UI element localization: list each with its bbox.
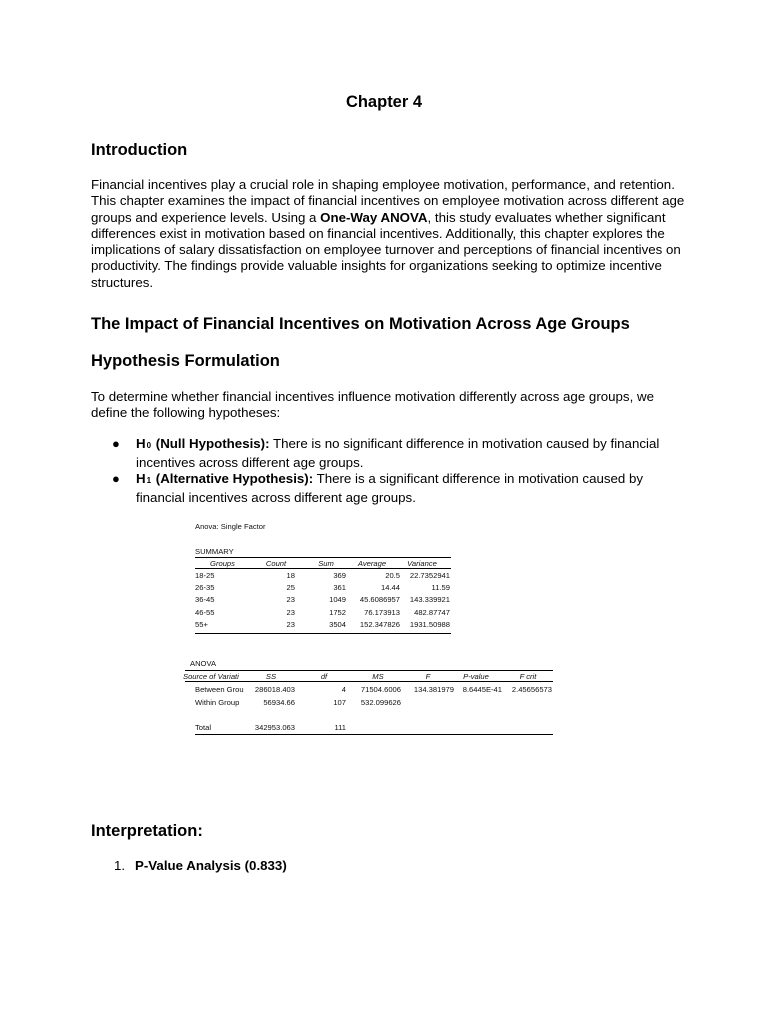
anova-header-f-crit: F crit xyxy=(519,672,537,681)
interpretation-heading: Interpretation: xyxy=(91,822,203,840)
summary-cell: 18 xyxy=(286,571,295,580)
anova-cell: Within Group xyxy=(195,697,240,707)
anova-cell: 286018.403 xyxy=(254,685,295,694)
anova-cell: 134.381979 xyxy=(413,685,454,694)
anova-header-ss: SS xyxy=(265,672,277,681)
introduction-heading: Introduction xyxy=(91,141,188,159)
anova-bottom-rule xyxy=(195,734,553,735)
summary-cell: 20.5 xyxy=(385,571,400,580)
summary-cell: 23 xyxy=(286,607,295,617)
list-item xyxy=(91,858,287,873)
summary-cell: 23 xyxy=(286,619,295,629)
hypothesis-label: (Null Hypothesis): xyxy=(155,436,270,451)
anova-cell: 71504.6006 xyxy=(360,685,401,694)
summary-cell: 482.87747 xyxy=(414,607,450,617)
bullet-dot: ● xyxy=(112,436,120,451)
summary-cell: 1049 xyxy=(329,595,346,605)
chapter-title: Chapter 4 xyxy=(345,93,423,111)
anova-header-ms: MS xyxy=(372,672,384,681)
hypothesis-subscript: 0 xyxy=(146,441,152,450)
anova-cell: 107 xyxy=(333,697,346,707)
anova-title: Anova: Single Factor xyxy=(195,522,266,531)
anova-header-p-value: P-value xyxy=(463,672,489,681)
summary-header-variance: Variance xyxy=(407,559,437,568)
anova-cell: 4 xyxy=(341,685,346,694)
anova-cell: 532.099626 xyxy=(360,697,401,707)
summary-cell: 23 xyxy=(286,595,295,605)
summary-cell: 3504 xyxy=(329,619,346,629)
introduction-paragraph xyxy=(91,177,691,291)
summary-cell: 152.347826 xyxy=(359,619,400,629)
section-heading: The Impact of Financial Incentives on Motivation Across Age Groups xyxy=(91,315,630,333)
anova-table xyxy=(180,517,568,741)
summary-cell: 369 xyxy=(333,571,346,580)
anova-top-rule xyxy=(185,670,553,671)
list-number: 1. xyxy=(114,858,126,873)
anova-header-rule xyxy=(185,681,553,682)
summary-cell: 1752 xyxy=(329,607,346,617)
hypothesis-text: There is a significant difference in motivation caused by financial incentives across different age groups. xyxy=(136,471,644,505)
summary-label: SUMMARY xyxy=(195,547,234,556)
summary-cell: 36-45 xyxy=(195,595,215,605)
hypothesis-subscript: 1 xyxy=(146,476,152,485)
summary-cell: 143.339921 xyxy=(409,595,450,605)
summary-header-average: Average xyxy=(357,559,387,568)
summary-top-rule xyxy=(195,557,451,558)
summary-cell: 76.173913 xyxy=(364,607,400,617)
summary-header-count: Count xyxy=(265,559,287,568)
hypothesis-symbol: H xyxy=(136,471,146,486)
anova-header-source: Source of Variati xyxy=(183,672,239,681)
anova-header-f: F xyxy=(425,672,431,681)
hypothesis-symbol: H xyxy=(136,436,146,451)
interpretation-list xyxy=(91,858,287,873)
anova-cell: Between Grou xyxy=(195,685,244,694)
summary-bottom-rule xyxy=(195,633,451,634)
summary-header-sum: Sum xyxy=(318,559,334,568)
anova-cell: 56934.66 xyxy=(263,697,295,707)
summary-cell: 55+ xyxy=(195,619,208,629)
list-item-text: P-Value Analysis (0.833) xyxy=(135,858,287,873)
anova-total-cell: Total xyxy=(195,723,212,732)
summary-header-groups: Groups xyxy=(210,559,235,568)
anova-header-df: df xyxy=(320,672,328,681)
summary-cell: 26-35 xyxy=(195,583,215,593)
hypothesis-heading: Hypothesis Formulation xyxy=(91,352,280,370)
hypothesis-intro: To determine whether financial incentives influence motivation differently across age groups, we define the following hypotheses: xyxy=(91,389,654,421)
bullet-dot: ● xyxy=(112,471,120,486)
hypothesis-list xyxy=(91,436,691,506)
summary-cell: 46-55 xyxy=(195,607,215,617)
summary-header-rule xyxy=(195,568,451,569)
summary-cell: 45.6086957 xyxy=(359,595,400,605)
hypothesis-label: (Alternative Hypothesis): xyxy=(155,471,314,486)
summary-cell: 361 xyxy=(333,583,346,593)
summary-cell: 14.44 xyxy=(380,583,400,593)
anova-cell: 8.6445E-41 xyxy=(462,685,502,694)
anova-label: ANOVA xyxy=(190,659,217,668)
anova-cell: 2.45656573 xyxy=(511,685,552,694)
intro-text-1: Financial incentives play a crucial role in shaping employee motivation, performance, and retention. This chapter examines the impact of financial incentives on employee motivation across different age groups and experience levels. Using a xyxy=(91,177,685,225)
hypothesis-text: There is no significant difference in motivation caused by financial incentives across different age groups. xyxy=(136,436,660,470)
summary-cell: 18-25 xyxy=(195,571,215,580)
list-item xyxy=(91,471,691,506)
summary-cell: 22.7352941 xyxy=(409,571,450,580)
summary-cell: 11.59 xyxy=(431,583,450,593)
summary-cell: 1931.50988 xyxy=(409,619,450,629)
summary-cell: 25 xyxy=(286,583,295,593)
anova-total-cell: 342953.063 xyxy=(254,723,295,732)
intro-text-2: , this study evaluates whether significant differences exist in motivation based on financial incentives. Additionally, this chapter explores the implications of salary dissatisfaction on employee turnover and perceptions of financial incentives on productivity. The findings provide valuable insights for organizations seeking to optimize incentive structures. xyxy=(91,209,681,290)
anova-total-cell: 111 xyxy=(334,723,346,732)
intro-bold-anova: One-Way ANOVA xyxy=(320,209,428,225)
list-item xyxy=(91,436,691,471)
